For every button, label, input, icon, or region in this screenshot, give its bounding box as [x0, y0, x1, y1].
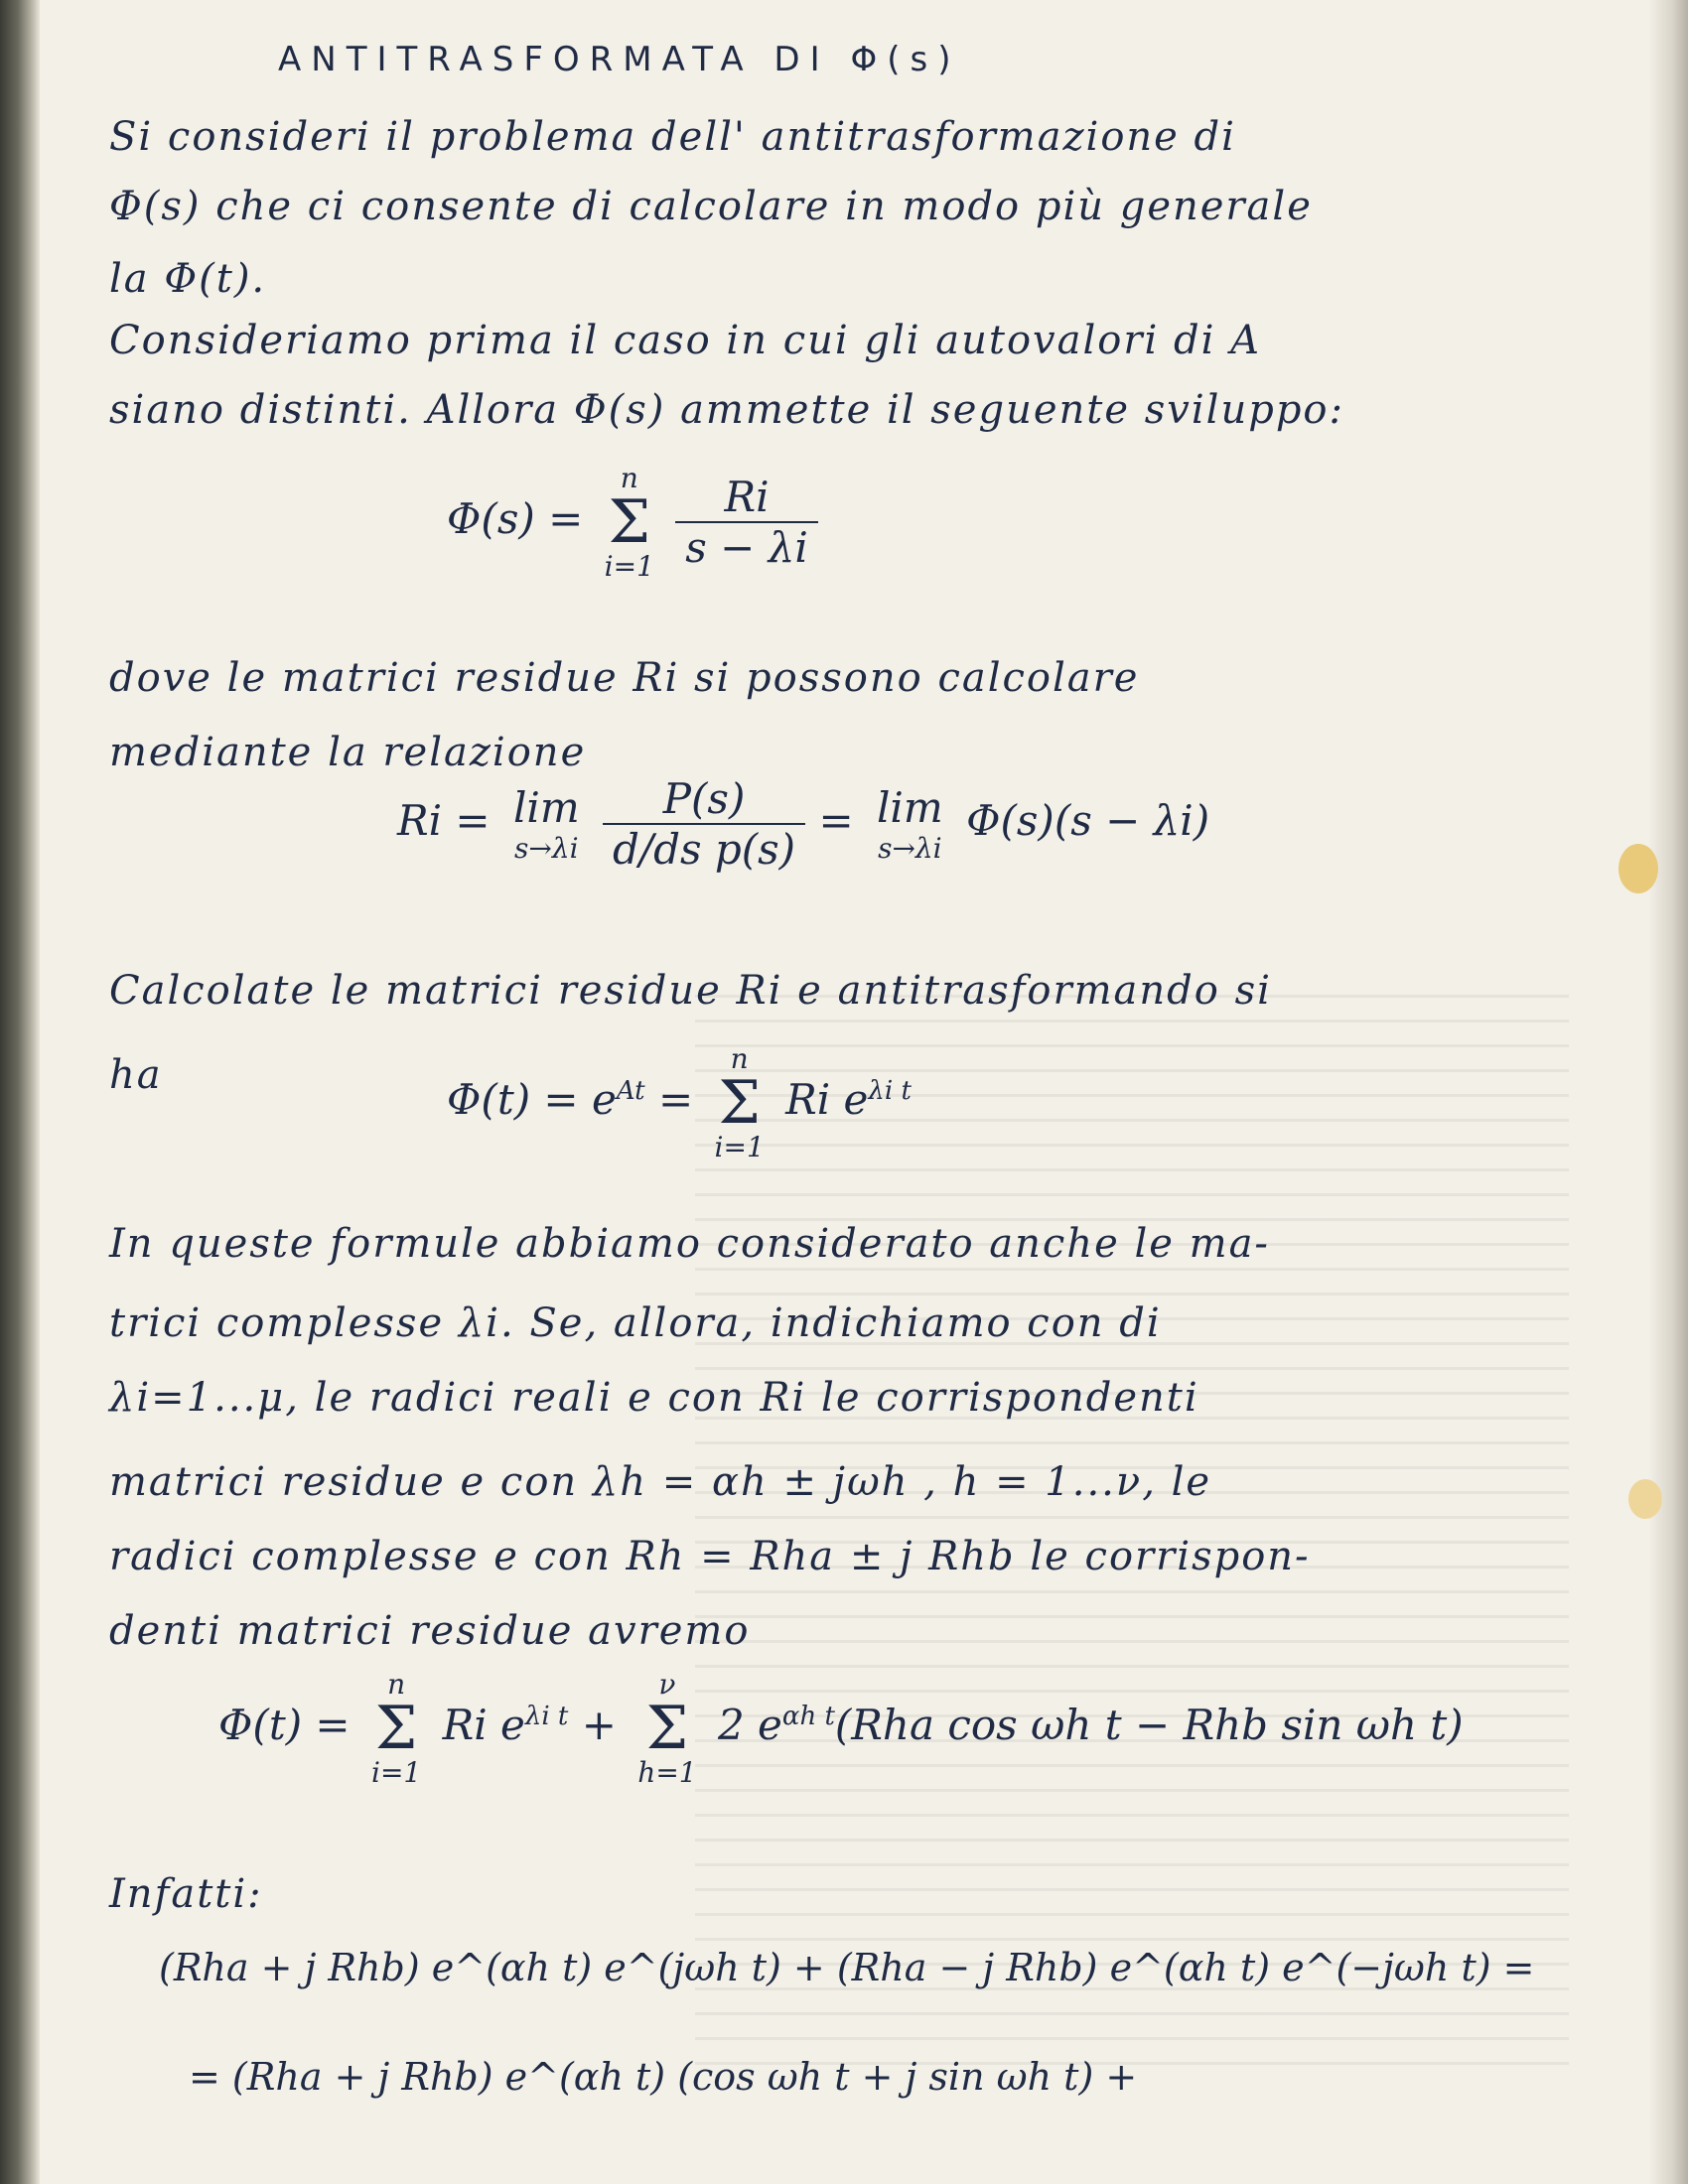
limit-label: lim: [512, 783, 580, 832]
text-line: dove le matrici residue Ri si possono calcolare: [109, 655, 1140, 701]
page-title: ANTITRASFORMATA DI Φ(s): [278, 40, 961, 79]
text-line: la Φ(t).: [109, 256, 267, 302]
plus-sign: +: [581, 1701, 617, 1749]
exponent: λi t: [524, 1702, 569, 1731]
sum-upper: n: [387, 1668, 406, 1701]
equation-residues: [397, 774, 1209, 874]
equals-sign: =: [818, 796, 854, 845]
limit-label: lim: [877, 783, 943, 832]
summation: [715, 1042, 765, 1163]
equation-real-complex: [218, 1668, 1464, 1789]
numerator: P(s): [662, 774, 746, 823]
sigma-icon: Σ: [374, 1694, 418, 1763]
text-line: mediante la relazione: [109, 730, 587, 775]
eq-lhs: Φ(t) =: [218, 1701, 351, 1749]
text-line: Φ(s) che ci consente di calcolare in modo più generale: [109, 184, 1313, 229]
text-line: matrici residue e con λh = αh ± jωh , h = 1...ν, le: [109, 1459, 1212, 1505]
eq-lhs: Φ(t) = e: [447, 1075, 617, 1124]
text-line: Calcolate le matrici residue Ri e antitrasformando si: [109, 968, 1272, 1014]
exponent: αh t: [781, 1702, 835, 1731]
text-line: Si consideri il problema dell' antitrasformazione di: [109, 114, 1236, 160]
equation-expansion: [447, 462, 818, 583]
numerator: Ri: [724, 473, 770, 521]
summation: [371, 1668, 421, 1789]
fraction: [675, 473, 818, 572]
sigma-icon: Σ: [608, 487, 650, 557]
text-line: trici complesse λi. Se, allora, indichiamo con di: [109, 1300, 1162, 1346]
text-line: denti matrici residue avremo: [109, 1608, 751, 1654]
equals-sign: =: [657, 1075, 694, 1124]
sum-lower: i=1: [604, 550, 654, 583]
limit: [513, 783, 580, 865]
equation-inverse: [447, 1042, 912, 1163]
eq-term: 2 e: [717, 1701, 782, 1749]
sum-lower: h=1: [637, 1756, 697, 1789]
sigma-icon: Σ: [645, 1694, 689, 1763]
handwritten-page: [70, 0, 1638, 2184]
exponent: At: [616, 1076, 645, 1106]
sum-upper: n: [730, 1042, 749, 1075]
text-line: ha: [109, 1052, 163, 1098]
page-edge-shadow: [1648, 0, 1688, 2184]
eq-term-tail: (Rha cos ωh t − Rhb sin ωh t): [834, 1701, 1464, 1749]
summation: [605, 462, 654, 583]
text-line: λi=1...μ, le radici reali e con Ri le corrispondenti: [109, 1375, 1199, 1421]
exponent: λi t: [868, 1076, 912, 1106]
book-binding-shadow: [0, 0, 40, 2184]
eq-lhs: Φ(s) =: [447, 494, 584, 543]
sum-upper: n: [620, 462, 638, 494]
sigma-icon: Σ: [718, 1068, 761, 1138]
sum-lower: i=1: [370, 1756, 422, 1789]
text-line: Infatti:: [109, 1871, 263, 1917]
text-line: siano distinti. Allora Φ(s) ammette il seguente sviluppo:: [109, 387, 1344, 433]
sum-upper: ν: [658, 1668, 676, 1701]
equation-proof-line: (Rha + j Rhb) e^(αh t) e^(jωh t) + (Rha − j Rhb) e^(αh t) e^(−jωh t) =: [159, 1946, 1535, 1989]
denominator: s − λi: [675, 521, 818, 572]
fraction: [603, 774, 805, 874]
sum-lower: i=1: [714, 1131, 765, 1163]
limit-subscript: s→λi: [514, 832, 579, 865]
limit: [877, 783, 943, 865]
text-line: In queste formule abbiamo considerato anche le ma-: [109, 1221, 1270, 1267]
text-line: radici complesse e con Rh = Rha ± j Rhb le corrispon-: [109, 1534, 1311, 1579]
equation-proof-line: = (Rha + j Rhb) e^(αh t) (cos ωh t + j sin ωh t) +: [189, 2055, 1138, 2099]
limit-subscript: s→λi: [878, 832, 942, 865]
eq-rhs: Φ(s)(s − λi): [966, 796, 1210, 845]
summation: [637, 1668, 696, 1789]
eq-term: Ri e: [785, 1075, 869, 1124]
eq-term: Ri e: [442, 1701, 525, 1749]
text-line: Consideriamo prima il caso in cui gli autovalori di A: [109, 318, 1261, 363]
denominator: d/ds p(s): [603, 823, 805, 874]
eq-lhs: Ri =: [397, 796, 491, 845]
